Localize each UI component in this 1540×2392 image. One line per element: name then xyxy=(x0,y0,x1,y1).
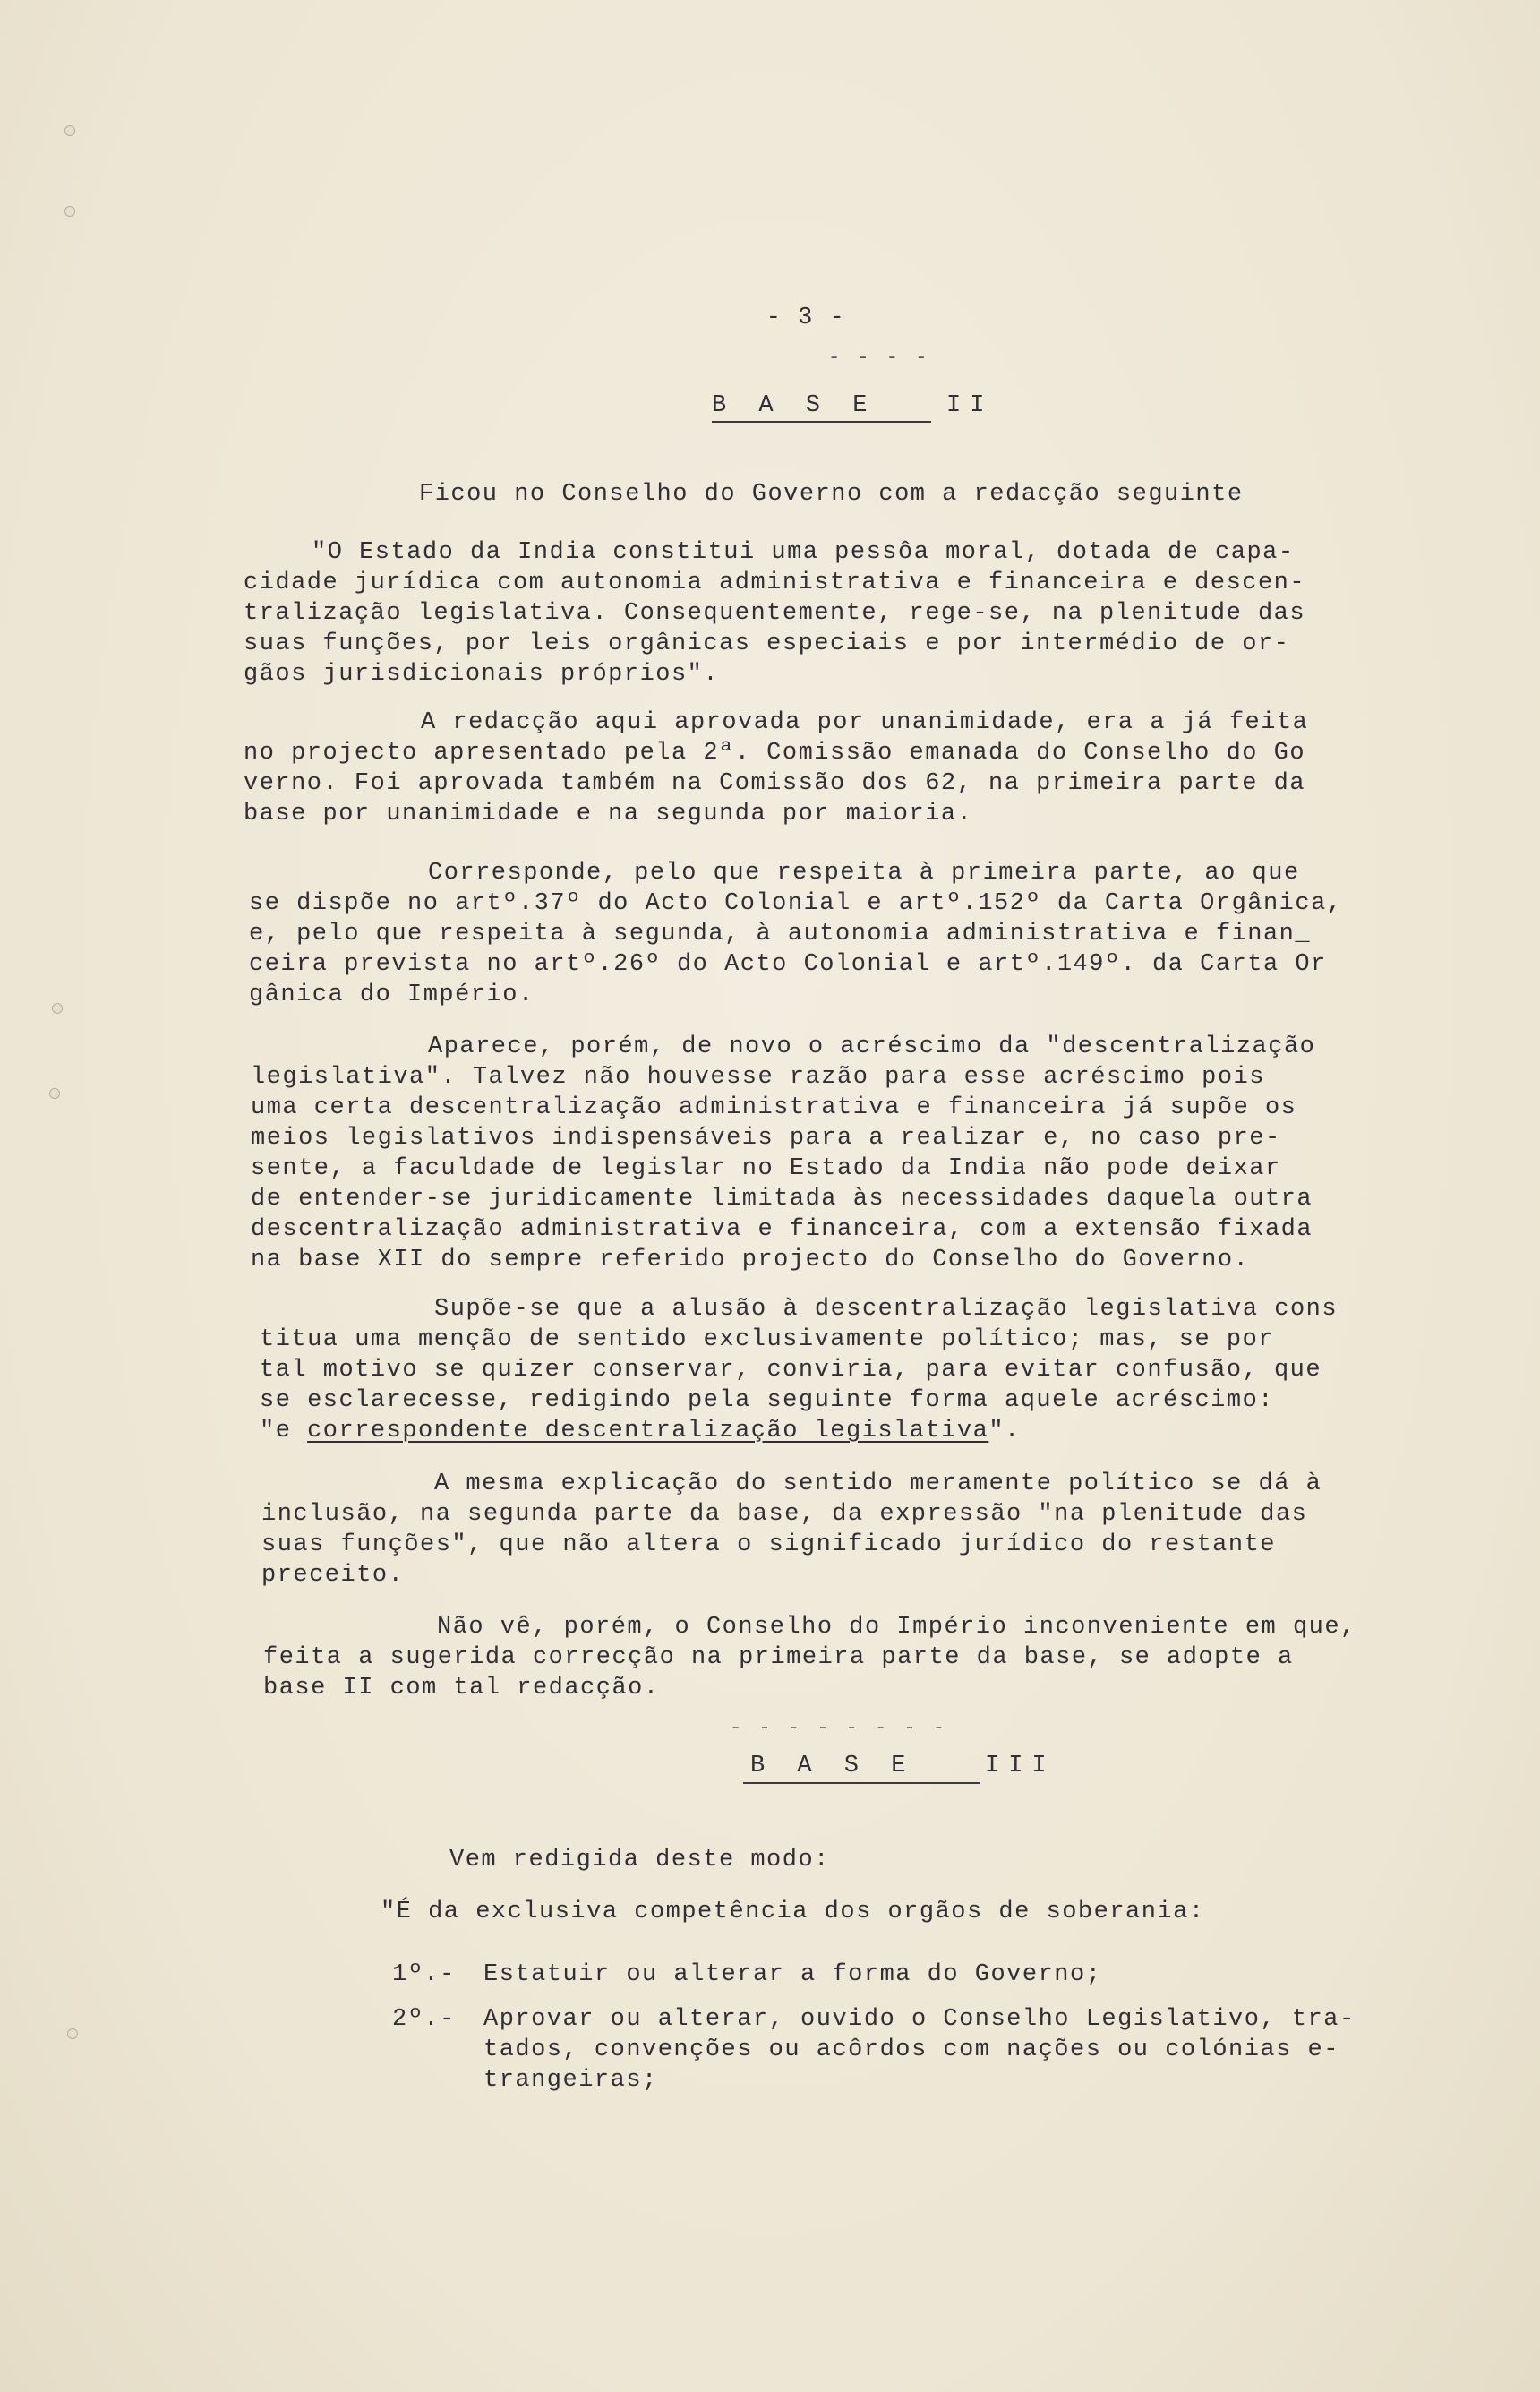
base-iii-quote: "É da exclusiva competência dos orgãos de soberania: xyxy=(381,1899,1205,1925)
base-iii-heading-underline xyxy=(743,1782,980,1784)
base-ii-heading-underline xyxy=(712,421,931,423)
paragraph-line-suggested xyxy=(260,1416,1021,1446)
paragraph-line: feita a sugerida correcção na primeira parte da base, se adopte a xyxy=(263,1644,1294,1671)
item-number: 1º.- xyxy=(392,1961,456,1988)
suggested-suffix: ". xyxy=(988,1418,1021,1445)
paragraph-line: inclusão, na segunda parte da base, da expressão "na plenitude das xyxy=(261,1501,1308,1528)
paragraph-line: A redacção aqui aprovada por unanimidade, era a já feita xyxy=(421,709,1309,736)
paragraph-line: preceito. xyxy=(261,1562,405,1589)
paragraph-line: Não vê, porém, o Conselho do Império inconveniente em que, xyxy=(437,1614,1356,1641)
paragraph-line: no projecto apresentado pela 2ª. Comissão emanada do Conselho do Go xyxy=(244,740,1306,767)
paragraph-line: base II com tal redacção. xyxy=(263,1675,660,1702)
paragraph-line: sente, a faculdade de legislar no Estado da India não pode deixar xyxy=(251,1155,1281,1182)
quote-line: gãos jurisdicionais próprios". xyxy=(244,661,720,688)
item-line: trangeiras; xyxy=(483,2067,658,2094)
paragraph-line: descentralização administrativa e financeira, com a extensão fixada xyxy=(251,1216,1313,1243)
paragraph-line: verno. Foi aprovada também na Comissão dos 62, na primeira parte da xyxy=(244,770,1306,797)
paragraph-line: ceira prevista no artº.26º do Acto Colonial e artº.149º. da Carta Or xyxy=(249,951,1327,978)
paragraph-line: se dispõe no artº.37º do Acto Colonial e artº.152º da Carta Orgânica, xyxy=(249,890,1343,917)
paragraph-line: se esclarecesse, redigindo pela seguinte forma aquele acréscimo: xyxy=(260,1387,1274,1414)
paragraph-line: de entender-se juridicamente limitada às necessidades daquela outra xyxy=(251,1186,1313,1213)
punch-hole-3 xyxy=(52,1003,63,1014)
punch-hole-2 xyxy=(64,206,75,217)
paragraph-line: legislativa". Talvez não houvesse razão para esse acréscimo pois xyxy=(251,1064,1265,1091)
suggested-prefix: "e xyxy=(260,1418,308,1445)
suggested-phrase: correspondente descentralização legislativa xyxy=(307,1418,989,1445)
paragraph-line: titua uma menção de sentido exclusivamente político; mas, se por xyxy=(260,1326,1274,1353)
paragraph-line: na base XII do sempre referido projecto do Conselho do Governo. xyxy=(251,1247,1250,1273)
quote-line: suas funções, por leis orgânicas especiais e por intermédio de or- xyxy=(244,630,1290,657)
paragraph-line: base por unanimidade e na segunda por maioria. xyxy=(244,801,973,827)
paragraph-line: uma certa descentralização administrativa e financeira já supõe os xyxy=(251,1094,1297,1121)
item-line: Estatuir ou alterar a forma do Governo; xyxy=(483,1961,1102,1988)
punch-hole-5 xyxy=(67,2028,78,2039)
heading-dashes: - - - - xyxy=(828,347,930,369)
paragraph-line: e, pelo que respeita à segunda, à autonomia administrativa e finan_ xyxy=(249,921,1312,947)
page-number: - 3 - xyxy=(766,304,846,331)
paragraph-line: suas funções", que não altera o significado jurídico do restante xyxy=(261,1531,1276,1558)
paragraph-line: tal motivo se quizer conservar, conviria, para evitar confusão, que xyxy=(260,1357,1322,1384)
paragraph-line: Aparece, porém, de novo o acréscimo da "descentralização xyxy=(428,1033,1316,1060)
paragraph-line: Supõe-se que a alusão à descentralização legislativa cons xyxy=(434,1296,1339,1323)
quote-line: tralização legislativa. Consequentemente, rege-se, na plenitude das xyxy=(244,600,1306,627)
item-line: Aprovar ou alterar, ouvido o Conselho Legislativo, tra- xyxy=(483,2006,1356,2033)
paragraph-line: A mesma explicação do sentido meramente político se dá à xyxy=(434,1470,1322,1497)
item-number: 2º.- xyxy=(392,2006,456,2033)
quote-line: cidade jurídica com autonomia administrativa e financeira e descen- xyxy=(244,570,1306,596)
punch-hole-1 xyxy=(64,125,75,136)
paragraph-line: Corresponde, pelo que respeita à primeira parte, ao que xyxy=(428,860,1300,887)
base-ii-heading: B A S E II xyxy=(712,392,994,419)
section-separator: - - - - - - - - xyxy=(730,1717,948,1739)
paragraph-line: meios legislativos indispensáveis para a realizar e, no caso pre- xyxy=(251,1125,1281,1152)
item-line: tados, convenções ou acôrdos com nações ou colónias e- xyxy=(483,2036,1339,2063)
paragraph-line: gânica do Império. xyxy=(249,982,535,1008)
base-iii-intro: Vem redigida deste modo: xyxy=(449,1847,830,1873)
quote-line: "O Estado da India constitui uma pessôa moral, dotada de capa- xyxy=(312,539,1295,566)
punch-hole-4 xyxy=(49,1088,60,1099)
base-iii-heading: B A S E III xyxy=(750,1753,1056,1779)
base-ii-intro: Ficou no Conselho do Governo com a redacção seguinte xyxy=(419,481,1244,508)
